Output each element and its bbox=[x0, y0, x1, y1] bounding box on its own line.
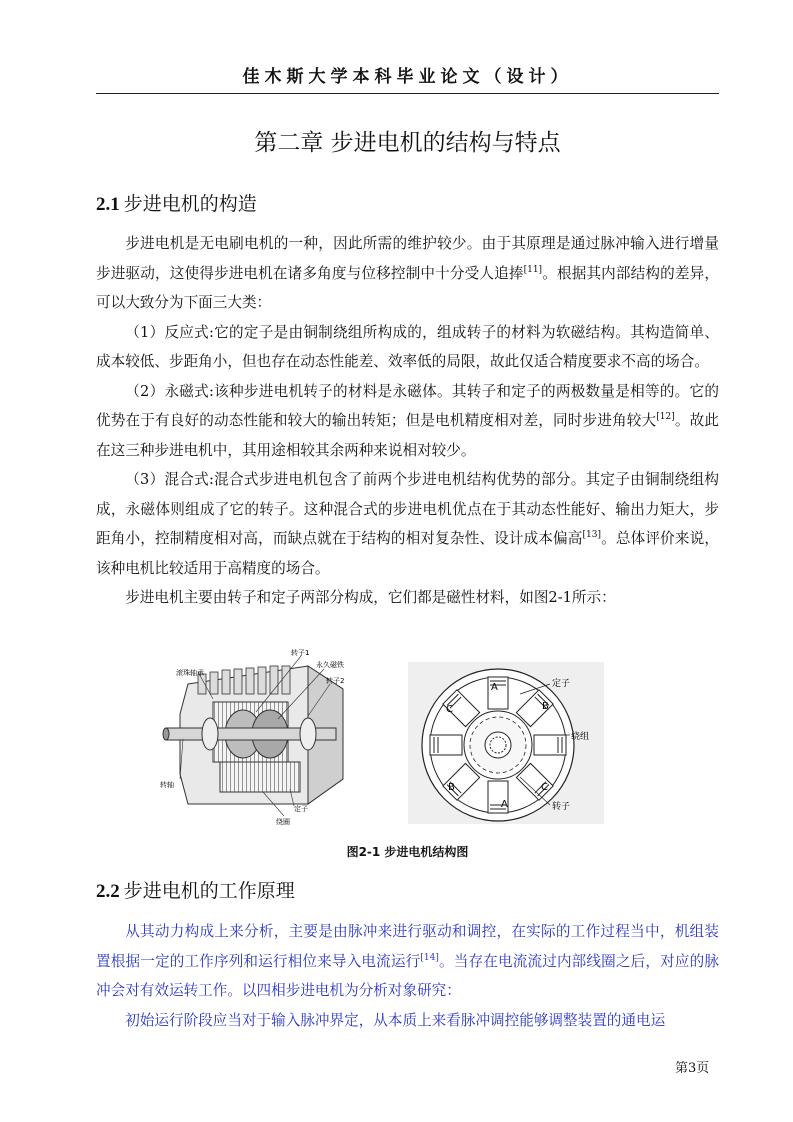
motor-cross-section-diagram bbox=[408, 662, 604, 824]
chapter-title: 第二章 步进电机的结构与特点 bbox=[254, 130, 561, 156]
paragraph bbox=[96, 377, 719, 466]
pole-c-left: C bbox=[446, 704, 453, 715]
paragraph bbox=[96, 465, 719, 583]
label-stator: 定子 bbox=[294, 805, 308, 813]
label-stator: 定子 bbox=[552, 679, 571, 689]
section-number: 2.2 bbox=[96, 881, 120, 902]
running-header: 佳木斯大学本科毕业论文（设计） bbox=[242, 67, 573, 87]
paragraph: 步进电机主要由转子和定子两部分构成，它们都是磁性材料，如图2-1所示： bbox=[125, 589, 616, 606]
paragraph-text: 。总体评价来说，该种电机比较适用于高精度的场合。 bbox=[96, 530, 719, 577]
label-magnet: 永久磁铁 bbox=[316, 661, 344, 669]
label-shaft: 转轴 bbox=[160, 781, 174, 789]
label-winding: 绕组 bbox=[571, 732, 590, 742]
paragraph: （1）反应式:它的定子是由铜制绕组所构成的，组成转子的材料为软磁结构。其构造简单、成本较低、步距角小，但也存在动态性能差、效率低的局限，故此仅适合精度要求不高的场合。 bbox=[96, 323, 719, 370]
label-winding: 绕圈 bbox=[276, 818, 290, 826]
label-rotor2: 转子2 bbox=[326, 677, 345, 685]
section-2-1-body bbox=[96, 229, 719, 613]
paragraph-text: 从其动力构成上来分析，主要是由脉冲来进行驱动和调控，在实际的工作过程当中，机组装置根据一定的工作序列和运行相位来导入电流运行 bbox=[96, 923, 719, 970]
paragraph bbox=[96, 917, 719, 1006]
paragraph-text: （3）混合式:混合式步进电机包含了前两个步进电机结构优势的部分。其定子由铜制绕组构成，永磁体则组成了它的转子。这种混合式的步进电机优点在于其动态性能好、输出力矩大，步距角小，控制精度相对高，而缺点就在于结构的相对复杂性、设计成本偏高 bbox=[96, 471, 719, 547]
section-heading-2-1 bbox=[96, 189, 257, 216]
paragraph bbox=[96, 229, 719, 318]
label-bearing: 滚珠轴承 bbox=[176, 669, 204, 677]
citation: [14] bbox=[420, 952, 439, 963]
paragraph-text: 。根据其内部结构的差异，可以大致分为下面三大类： bbox=[96, 264, 719, 311]
paragraph-text: （2）永磁式:该种步进电机转子的材料是永磁体。其转子和定子的两极数量是相等的。它的优势在于有良好的动态性能和较大的输出转矩；但是电机精度相对差，同时步进角较大 bbox=[96, 382, 719, 429]
figure-caption: 图2-1 步进电机结构图 bbox=[346, 845, 469, 859]
figure-2-1 bbox=[158, 644, 608, 826]
pole-c-right: C bbox=[541, 782, 548, 793]
motor-cutaway-illustration bbox=[158, 644, 358, 826]
pole-a-top: A bbox=[491, 682, 498, 693]
paragraph: 初始运行阶段应当对于输入脉冲界定，从本质上来看脉冲调控能够调整装置的通电运 bbox=[125, 1011, 666, 1029]
citation: [11] bbox=[523, 264, 543, 275]
section-title: 步进电机的构造 bbox=[123, 193, 257, 215]
label-rotor: 转子 bbox=[552, 802, 571, 812]
section-title: 步进电机的工作原理 bbox=[123, 880, 295, 902]
section-heading-2-2 bbox=[96, 876, 295, 903]
pole-a-bottom: A bbox=[501, 799, 508, 810]
label-rotor1: 转子1 bbox=[291, 649, 310, 657]
section-2-2-body bbox=[96, 917, 719, 1035]
paragraph-text: 步进电机是无电刷电机的一种，因此所需的维护较少。由于其原理是通过脉冲输入进行增量步进驱动，这使得步进电机在诸多角度与位移控制中十分受人追捧 bbox=[96, 235, 719, 282]
header-rule bbox=[96, 93, 719, 94]
paragraph-text: 。故此在这三种步进电机中，其用途相较其余两种来说相对较少。 bbox=[96, 412, 719, 459]
pole-b-left: B bbox=[448, 782, 455, 793]
paragraph-text: 。当存在电流流过内部线圈之后，对应的脉冲会对有效运转工作。以四相步进电机为分析对象研究： bbox=[96, 952, 719, 999]
citation: [12] bbox=[656, 412, 675, 422]
section-number: 2.1 bbox=[96, 194, 120, 215]
citation: [13] bbox=[582, 530, 602, 540]
page-number: 第3页 bbox=[675, 1061, 710, 1076]
pole-b-right: B bbox=[542, 701, 549, 712]
